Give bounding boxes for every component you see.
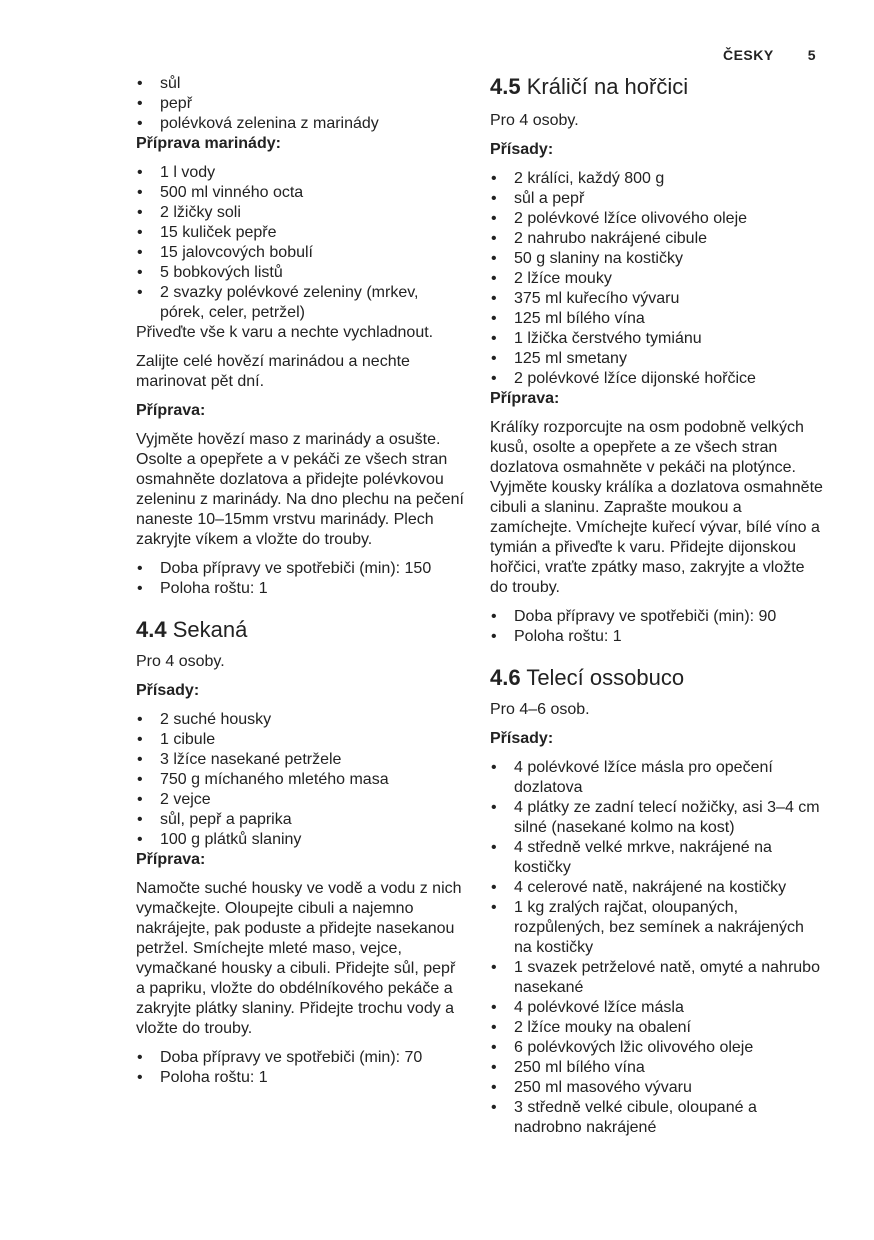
page-header [723,45,816,65]
section-number: 4.5 [490,74,521,99]
list-item: • Doba přípravy ve spotřebiči (min): 90 [490,607,825,627]
ingredients-heading: Přísady: [490,730,554,747]
section-heading [490,74,825,100]
section-number: 4.4 [136,617,167,642]
list-item: • 5 bobkových listů [136,263,466,283]
list-item: • 4 polévkové lžíce másla [490,998,825,1018]
prep-heading: Příprava: [136,402,206,419]
marinade-list [136,163,466,323]
list-item: • Poloha roštu: 1 [136,1068,466,1088]
list-item: • 15 kuliček pepře [136,223,466,243]
list-item: • 15 jalovcových bobulí [136,243,466,263]
list-item: • 250 ml bílého vína [490,1058,825,1078]
list-item: • Doba přípravy ve spotřebiči (min): 70 [136,1048,466,1068]
list-item: • 4 středně velké mrkve, nakrájené na kostičky [490,838,825,878]
paragraph: Králíky rozporcujte na osm podobně velkých kusů, osolte a opepřete a ze všech stran dozlatova osmahněte v pekáči na plotýnce. Vyjměte kousky králíka a dozlatova osmahněte cibuli a slaninu. Zaprašte moukou a zamíchejte. Vmíchejte kuřecí vývar, bílé víno a tymián a přiveďte k varu. Přidejte dijonskou hořčici, vraťte zpátky maso, zakryjte a vložte do trouby. [490,419,823,596]
list-item: • 1 kg zralých rajčat, oloupaných, rozpůlených, bez semínek a nakrájených na kostičky [490,898,825,958]
list-item: • 4 celerové natě, nakrájené na kostičky [490,878,825,898]
servings: Pro 4–6 osob. [490,701,590,718]
prep-heading: Příprava: [136,851,206,868]
section-title: Sekaná [172,617,248,642]
list-item: • 1 lžička čerstvého tymiánu [490,329,825,349]
paragraph: Přiveďte vše k varu a nechte vychladnout. [136,324,434,341]
list-item: • 2 vejce [136,790,466,810]
list-item: • 1 svazek petrželové natě, omyté a nahrubo nasekané [490,958,825,998]
list-item: • 50 g slaniny na kostičky [490,249,825,269]
ingredient-list [136,74,466,134]
list-item: • 6 polévkových lžic olivového oleje [490,1038,825,1058]
list-item: • 125 ml bílého vína [490,309,825,329]
paragraph: Vyjměte hovězí maso z marinády a osušte. Osolte a opepřete a v pekáči ze všech stran osmahněte dozlatova a přidejte polévkovou zeleninu z marinády. Na dno plechu na pečení naneste 10–15mm vrstvu marinády. Plech zakryjte víkem a vložte do trouby. [136,431,464,548]
right-column [490,74,825,1138]
section-title: Telecí ossobuco [526,665,685,690]
list-item: • 1 l vody [136,163,466,183]
list-item: • 100 g plátků slaniny [136,830,466,850]
list-item: • 3 středně velké cibule, oloupané a nadrobno nakrájené [490,1098,825,1138]
settings-list [136,559,466,599]
list-item: • 2 lžíce mouky na obalení [490,1018,825,1038]
list-item: • sůl a pepř [490,189,825,209]
page-number: 5 [807,47,816,63]
list-item: • 2 králíci, každý 800 g [490,169,825,189]
settings-list [136,1048,466,1088]
list-item: • 2 polévkové lžíce olivového oleje [490,209,825,229]
ingredient-list [490,758,825,1138]
section-title: Králičí na hořčici [526,74,689,99]
servings: Pro 4 osoby. [136,653,225,670]
list-item: • Doba přípravy ve spotřebiči (min): 150 [136,559,466,579]
ingredients-heading: Přísady: [136,682,200,699]
list-item: • 2 lžíce mouky [490,269,825,289]
list-item: • sůl [136,74,466,94]
section-heading [136,617,466,643]
list-item: • 125 ml smetany [490,349,825,369]
ingredients-heading: Přísady: [490,141,554,158]
servings: Pro 4 osoby. [490,112,579,129]
list-item: • 2 nahrubo nakrájené cibule [490,229,825,249]
list-item: • 4 plátky ze zadní telecí nožičky, asi 3–4 cm silné (nasekané kolmo na kost) [490,798,825,838]
settings-list [490,607,825,647]
section-number: 4.6 [490,665,521,690]
section-heading [490,665,825,691]
list-item: • 375 ml kuřecího vývaru [490,289,825,309]
list-item: • 750 g míchaného mletého masa [136,770,466,790]
list-item: • 4 polévkové lžíce másla pro opečení dozlatova [490,758,825,798]
list-item: • Poloha roštu: 1 [490,627,825,647]
marinade-heading: Příprava marinády: [136,135,281,152]
ingredient-list [136,710,466,850]
list-item: • 2 lžičky soli [136,203,466,223]
prep-heading: Příprava: [490,390,560,407]
list-item: • Poloha roštu: 1 [136,579,466,599]
list-item: • polévková zelenina z marinády [136,114,466,134]
left-column [136,74,466,1088]
list-item: • 2 polévkové lžíce dijonské hořčice [490,369,825,389]
list-item: • sůl, pepř a paprika [136,810,466,830]
list-item: • 2 suché housky [136,710,466,730]
ingredient-list [490,169,825,389]
paragraph: Zalijte celé hovězí marinádou a nechte marinovat pět dní. [136,353,410,390]
paragraph: Namočte suché housky ve vodě a vodu z nich vymačkejte. Oloupejte cibuli a najemno nakrájejte, pak poduste a přidejte nasekanou petržel. Smíchejte mleté maso, vejce, vymačkané housky a cibuli. Přidejte sůl, pepř a papriku, vložte do obdélníkového pekáče a zakryjte plátky slaniny. Přidejte trochu vody a vložte do trouby. [136,880,462,1037]
list-item: • 250 ml masového vývaru [490,1078,825,1098]
list-item: • pepř [136,94,466,114]
language-label: ČESKY [722,47,774,63]
list-item: • 500 ml vinného octa [136,183,466,203]
list-item: • 3 lžíce nasekané petržele [136,750,466,770]
list-item: • 2 svazky polévkové zeleniny (mrkev, pórek, celer, petržel) [136,283,466,323]
list-item: • 1 cibule [136,730,466,750]
